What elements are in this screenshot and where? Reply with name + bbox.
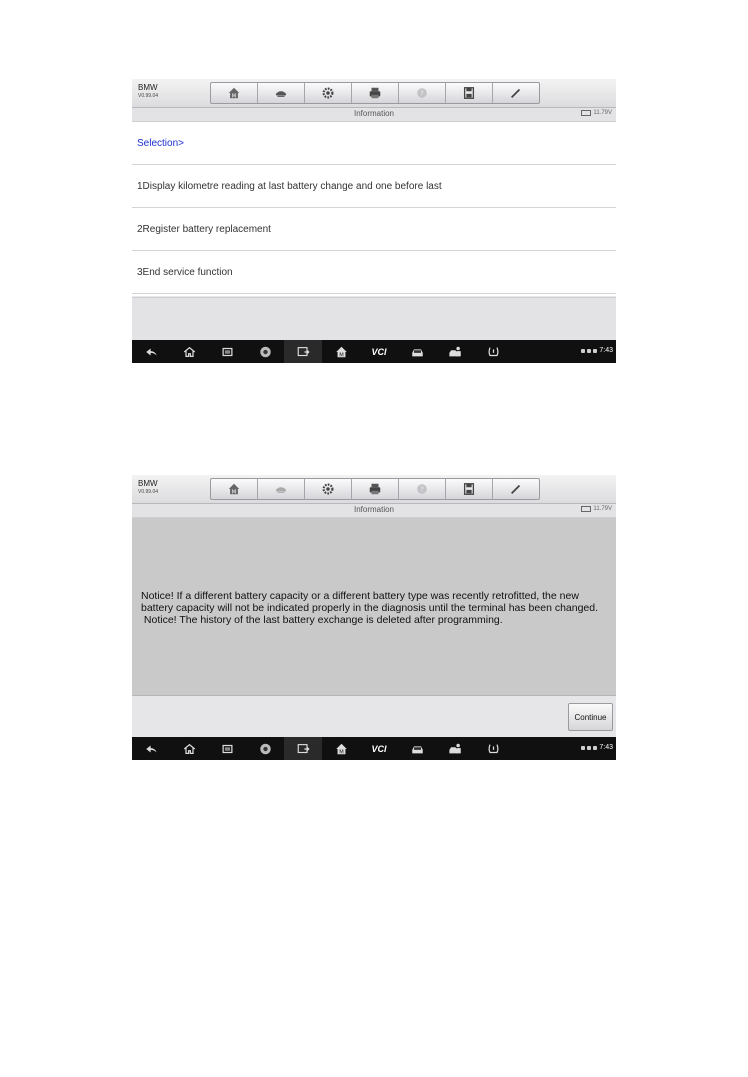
battery-icon	[581, 110, 591, 116]
shop-button[interactable]	[436, 737, 474, 760]
list-item-display-km[interactable]: 1Display kilometre reading at last battery change and one before last	[132, 165, 616, 208]
tpms-icon	[486, 742, 501, 756]
notification-icon	[581, 349, 585, 353]
print-button[interactable]	[352, 83, 399, 103]
settings-button[interactable]	[305, 479, 352, 499]
home-icon	[227, 482, 241, 496]
shop-icon	[448, 345, 463, 359]
chrome-icon	[258, 742, 273, 756]
maxisys-home-icon	[334, 742, 349, 756]
status-area	[581, 347, 613, 354]
vehicle-swap-button[interactable]	[258, 83, 305, 103]
back-icon	[144, 345, 159, 359]
software-version: V0.99.04	[138, 93, 159, 99]
battery-status-icon	[593, 349, 597, 353]
notice-text: Notice! If a different battery capacity or a different battery type was recently retrofitted, the new battery capacity will not be indicated properly in the diagnosis until the terminal has been changed. Notice! The history of the last battery exchange is deleted after programming.	[141, 590, 599, 626]
svg-text:?: ?	[420, 485, 424, 494]
info-title: Information	[353, 109, 395, 118]
chrome-button[interactable]	[246, 737, 284, 760]
top-bar	[132, 79, 616, 108]
wifi-icon	[587, 746, 591, 750]
vehicle-swap-icon	[274, 482, 288, 496]
help-button[interactable]	[399, 83, 446, 103]
tpms-button[interactable]	[474, 737, 512, 760]
screen-cast-button[interactable]	[284, 340, 322, 363]
save-button[interactable]	[446, 479, 493, 499]
screen-cast-icon	[296, 742, 311, 756]
tpms-icon	[486, 345, 501, 359]
battery-voltage	[581, 110, 612, 116]
maxisys-home-button[interactable]	[322, 737, 360, 760]
car-button[interactable]	[398, 737, 436, 760]
nav-home-button[interactable]	[170, 340, 208, 363]
info-title: Information	[353, 505, 395, 514]
help-button[interactable]	[399, 479, 446, 499]
car-icon	[410, 742, 425, 756]
svg-text:M: M	[231, 93, 237, 100]
brand	[138, 479, 158, 497]
tpms-button[interactable]	[474, 340, 512, 363]
top-bar	[132, 475, 616, 504]
vci-icon: VCI	[371, 743, 387, 754]
home-button[interactable]	[211, 83, 258, 103]
vehicle-swap-icon	[274, 86, 288, 100]
info-bar	[132, 108, 616, 122]
selection-list	[132, 122, 616, 296]
recent-apps-icon	[220, 742, 235, 756]
shop-icon	[448, 742, 463, 756]
home-icon	[182, 345, 197, 359]
battery-voltage	[581, 506, 612, 512]
wifi-icon	[587, 349, 591, 353]
svg-text:M: M	[231, 489, 237, 496]
voltage-value: 11.79V	[593, 110, 612, 116]
selection-header: Selection>	[132, 122, 616, 165]
nav-home-button[interactable]	[170, 737, 208, 760]
print-icon	[368, 482, 382, 496]
screen-cast-icon	[296, 345, 311, 359]
brand-name: BMW	[138, 479, 158, 488]
pen-icon	[509, 86, 523, 100]
home-button[interactable]	[211, 479, 258, 499]
help-icon	[415, 86, 429, 100]
brand	[138, 83, 158, 101]
notice-screen	[132, 475, 616, 760]
back-icon	[144, 742, 159, 756]
software-version: V0.99.04	[138, 489, 159, 495]
toolbar	[210, 82, 540, 104]
home-icon	[182, 742, 197, 756]
save-icon	[462, 482, 476, 496]
maxisys-home-button[interactable]	[322, 340, 360, 363]
vci-button[interactable]	[360, 737, 398, 760]
brand-name: BMW	[138, 83, 158, 92]
clock: 7:43	[599, 744, 613, 751]
android-nav-bar	[132, 737, 616, 760]
help-icon	[415, 482, 429, 496]
voltage-value: 11.79V	[593, 506, 612, 512]
recent-apps-button[interactable]	[208, 340, 246, 363]
pen-icon	[509, 482, 523, 496]
edit-button[interactable]	[493, 479, 539, 499]
battery-status-icon	[593, 746, 597, 750]
list-item-register-battery[interactable]: 2Register battery replacement	[132, 208, 616, 251]
notice-panel	[132, 518, 616, 696]
recent-apps-icon	[220, 345, 235, 359]
continue-button[interactable]: Continue	[568, 703, 613, 731]
settings-icon	[321, 482, 335, 496]
car-button[interactable]	[398, 340, 436, 363]
save-icon	[462, 86, 476, 100]
shop-button[interactable]	[436, 340, 474, 363]
svg-text:M: M	[338, 748, 344, 755]
status-area	[581, 744, 613, 751]
edit-button[interactable]	[493, 83, 539, 103]
action-bar	[132, 696, 616, 737]
screen-cast-button[interactable]	[284, 737, 322, 760]
chrome-button[interactable]	[246, 340, 284, 363]
android-nav-bar	[132, 340, 616, 363]
print-button[interactable]	[352, 479, 399, 499]
list-item-end-service[interactable]: 3End service function	[132, 251, 616, 294]
svg-text:?: ?	[420, 89, 424, 98]
recent-apps-button[interactable]	[208, 737, 246, 760]
maxisys-home-icon	[334, 345, 349, 359]
car-icon	[410, 345, 425, 359]
settings-icon	[321, 86, 335, 100]
svg-text:M: M	[338, 351, 344, 358]
battery-icon	[581, 506, 591, 512]
settings-button[interactable]	[305, 83, 352, 103]
back-button[interactable]	[132, 737, 170, 760]
vci-icon: VCI	[371, 346, 387, 357]
save-button[interactable]	[446, 83, 493, 103]
toolbar	[210, 478, 540, 500]
notification-icon	[581, 746, 585, 750]
vehicle-swap-button[interactable]	[258, 479, 305, 499]
home-icon	[227, 86, 241, 100]
info-bar	[132, 504, 616, 518]
clock: 7:43	[599, 347, 613, 354]
bottom-panel	[132, 297, 616, 340]
print-icon	[368, 86, 382, 100]
back-button[interactable]	[132, 340, 170, 363]
chrome-icon	[258, 345, 273, 359]
vci-button[interactable]	[360, 340, 398, 363]
selection-screen	[132, 79, 616, 363]
